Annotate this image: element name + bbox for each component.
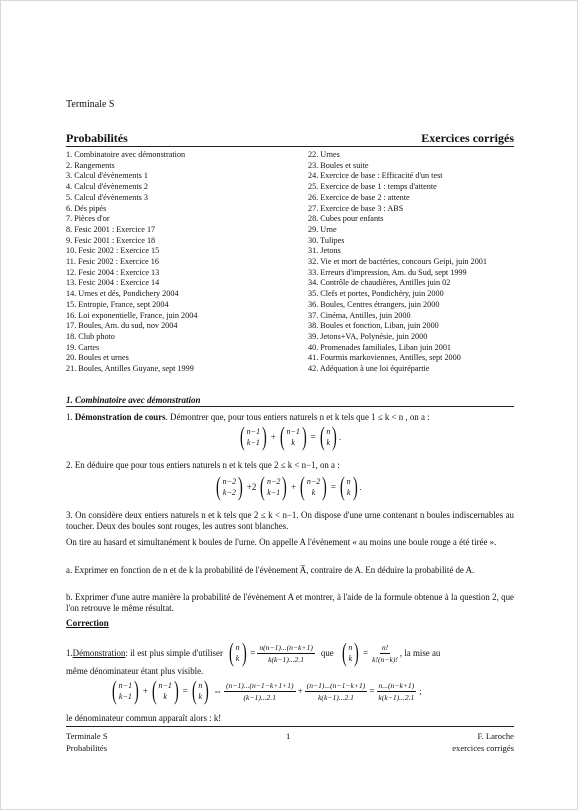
footer-title: exercices corrigés <box>452 743 514 753</box>
toc-item[interactable]: 7. Pièces d'or <box>66 214 110 224</box>
toc-item[interactable]: 28. Cubes pour enfants <box>308 214 384 224</box>
question-1: 1. Démonstration de cours. Démontrer que, pour tous entiers naturels n et k tels que 1 ≤ k < n , on a : <box>66 412 430 422</box>
toc-item[interactable]: 6. Dés pipés <box>66 203 107 213</box>
correction-1: 1. Démonstration : il est plus simple d'utiliser ( n k ) = $\frac{n(n-1)...(n-k+1)}{k(k-1)...2.1}$ que ( n k ) = $\frac{n!}{k!(n-k)!}$ , la mise au <box>66 638 441 667</box>
footer-author: F. Laroche <box>477 731 514 741</box>
toc-right-column <box>308 150 487 375</box>
correction-heading: Correction <box>66 618 109 628</box>
heading-rule <box>66 406 514 407</box>
toc-item[interactable]: 22. Urnes <box>308 150 340 159</box>
correction-1-conclusion: le dénominateur commun apparaît alors : k! <box>66 713 222 723</box>
toc-item[interactable]: 37. Cinéma, Antilles, juin 2000 <box>308 310 411 320</box>
footer-subject: Probabilités <box>66 743 108 753</box>
toc-item[interactable]: 19. Cartes <box>66 342 100 352</box>
toc-item[interactable]: 4. Calcul d'évènements 2 <box>66 182 148 192</box>
toc-item[interactable]: 21. Boules, Antilles Guyane, sept 1999 <box>66 364 194 374</box>
question-3a: a. Exprimer en fonction de n et de k la probabilité de l'évènement A̅, contraire de A. En déduire la probabilité de A. <box>66 565 475 575</box>
toc-item[interactable]: 5. Calcul d'évènements 3 <box>66 192 148 202</box>
question-3b: b. Exprimer d'une autre manière la probabilité de l'évènement A et montrer, à l'aide de la formule obtenue à la question 2, que l'on retrouve le même résultat. <box>66 592 514 613</box>
toc-left-column <box>66 150 197 375</box>
toc-item[interactable]: 34. Contrôle de chaudières, Antilles juin 02 <box>308 278 451 288</box>
toc-item[interactable]: 8. Fesic 2001 : Exercice 17 <box>66 224 156 234</box>
toc-item[interactable]: 20. Boules et urnes <box>66 353 129 363</box>
toc-item[interactable]: 30. Tulipes <box>308 235 345 245</box>
footer-course: Terminale S <box>66 731 108 741</box>
toc-item[interactable]: 32. Vie et mort de bactéries, concours Geipi, juin 2001 <box>308 257 487 267</box>
question-1-text: . Démontrer que, pour tous entiers naturels n et k tels que 1 ≤ k < n , on a : <box>165 412 430 422</box>
toc-item[interactable]: 9. Fesic 2001 : Exercice 18 <box>66 235 156 245</box>
question-3-draw: On tire au hasard et simultanément k boules de l'urne. On appelle A l'évènement « au moins une boule rouge a été tirée ». <box>66 537 497 547</box>
footer-rule <box>66 726 514 727</box>
question-3: 3. On considère deux entiers naturels n et k tels que 2 ≤ k < n−1. On dispose d'une urne contenant n boules indiscernables au toucher. Deux des boules sont rouges, les autres sont blanches. <box>66 510 514 531</box>
toc-item[interactable]: 16. Loi exponentielle, France, juin 2004 <box>66 310 198 320</box>
toc-item[interactable]: 23. Boules et suite <box>308 160 369 170</box>
correction-1-text-end: , la mise au <box>399 648 441 658</box>
toc-item[interactable]: 1. Combinatoire avec démonstration <box>66 150 186 159</box>
toc-item[interactable]: 14. Urnes et dés, Pondichery 2004 <box>66 289 179 299</box>
toc-item[interactable]: 40. Promenades familiales, Liban juin 2001 <box>308 342 452 352</box>
toc-item[interactable]: 27. Exercice de base 3 : ABS <box>308 203 404 213</box>
correction-equation: ( n−1 k−1 ) + ( n−1 k ) = ( n k ) ⇔ $\frac{(n-1)...(n-1-k+1+1)}{(k-1)...2.1}$ + $\frac{(n-1)...(n-1-k+1)}{k(k-1)...2.1}$ = $\frac{n...(n-k+1)}{k(k-1)...2.1}$ ; <box>111 676 422 705</box>
toc-item[interactable]: 36. Boules, Centres étrangers, juin 2000 <box>308 299 440 309</box>
toc-item[interactable]: 2. Rangements <box>66 160 115 170</box>
toc-item[interactable]: 41. Fourmis markoviennes, Antilles, sept 2000 <box>308 353 461 363</box>
page-number: 1 <box>286 731 291 741</box>
toc-item[interactable]: 39. Jetons+VA, Polynésie, juin 2000 <box>308 331 428 341</box>
toc-item[interactable]: 31. Jetons <box>308 246 341 256</box>
toc-item[interactable]: 15. Entropie, France, sept 2004 <box>66 299 169 309</box>
correction-1-continued: même dénominateur étant plus visible. <box>66 666 204 676</box>
correction-1-label: Démonstration <box>72 648 126 658</box>
question-1-label: Démonstration de cours <box>74 412 166 422</box>
correction-1-text: : il est plus simple d'utiliser <box>125 648 223 658</box>
exercise-heading: 1. Combinatoire avec démonstration <box>66 395 201 405</box>
toc-item[interactable]: 10. Fesic 2002 : Exercice 15 <box>66 246 160 256</box>
toc-item[interactable]: 38. Boules et fonction, Liban, juin 2000 <box>308 321 439 331</box>
section-subtitle: Exercices corrigés <box>421 131 514 145</box>
toc-item[interactable]: 26. Exercice de base 2 : attente <box>308 192 410 202</box>
toc-item[interactable]: 29. Urne <box>308 224 337 234</box>
toc-item[interactable]: 3. Calcul d'évènements 1 <box>66 171 148 181</box>
title-rule <box>66 146 514 147</box>
question-2: 2. En déduire que pour tous entiers naturels n et k tels que 2 ≤ k < n−1, on a : <box>66 460 340 470</box>
section-title: Probabilités <box>66 131 128 145</box>
toc-item[interactable]: 25. Exercice de base 1 : temps d'attente <box>308 182 437 192</box>
toc-item[interactable]: 18. Club photo <box>66 331 115 341</box>
toc-item[interactable]: 11. Fesic 2002 : Exercice 16 <box>66 257 159 267</box>
toc-item[interactable]: 13. Fesic 2004 : Exercice 14 <box>66 278 160 288</box>
correction-1-que: que <box>320 648 334 658</box>
equation-1: ( n−1 k−1 ) + ( n−1 k ) = ( n k ) . <box>239 422 342 451</box>
toc-item[interactable]: 12. Fesic 2004 : Exercice 13 <box>66 267 160 277</box>
toc-item[interactable]: 17. Boules, Am. du sud, nov 2004 <box>66 321 178 331</box>
equation-2: ( n−2 k−2 ) +2 ( n−2 k−1 ) + ( n−2 k ) = ( n k ) . <box>215 472 362 501</box>
correction-1-number: 1. <box>66 648 73 658</box>
toc-item[interactable]: 33. Erreurs d'impression, Am. du Sud, sept 1999 <box>308 267 467 277</box>
toc-item[interactable]: 42. Adéquation à une loi équirépartie <box>308 364 430 374</box>
course-header: Terminale S <box>66 99 115 110</box>
toc-item[interactable]: 24. Exercice de base : Efficacité d'un test <box>308 171 443 181</box>
toc-item[interactable]: 35. Clefs et portes, Pondichéry, juin 2000 <box>308 289 444 299</box>
